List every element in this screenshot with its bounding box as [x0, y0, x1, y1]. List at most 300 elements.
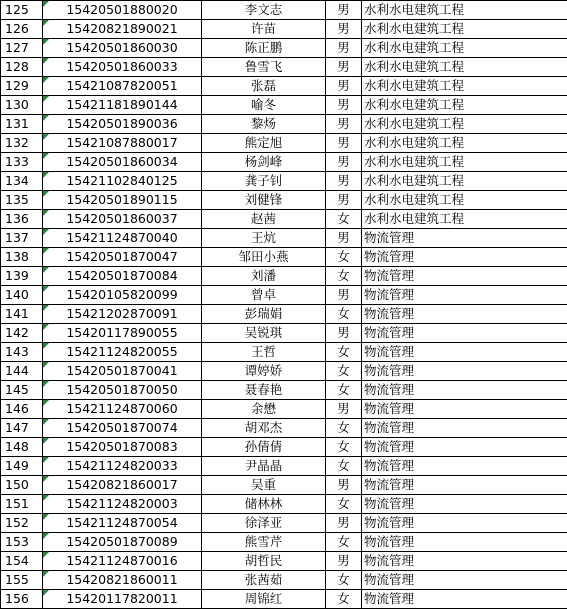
- student-name-text: 刘健锋: [244, 192, 283, 207]
- student-id-text: 15421181890144: [66, 97, 178, 112]
- gender-cell[interactable]: [326, 400, 362, 419]
- student-name-text: 李文志: [244, 2, 283, 17]
- table-row: [1, 343, 567, 362]
- student-name-cell[interactable]: [202, 39, 326, 58]
- student-id-cell[interactable]: [43, 229, 202, 248]
- major-text: 水利水电建筑工程: [364, 135, 465, 150]
- major-cell[interactable]: [362, 419, 567, 438]
- table-row: [1, 324, 567, 343]
- major-cell[interactable]: [362, 20, 567, 39]
- row-number-cell[interactable]: [1, 343, 43, 362]
- major-text: 水利水电建筑工程: [364, 97, 465, 112]
- row-number-text: 143: [5, 344, 29, 359]
- gender-cell[interactable]: [326, 590, 362, 609]
- gender-text: 男: [337, 230, 350, 245]
- gender-cell[interactable]: [326, 77, 362, 96]
- gender-text: 男: [337, 477, 350, 492]
- major-cell[interactable]: [362, 248, 567, 267]
- text-number-marker-icon: [43, 286, 49, 292]
- student-name-cell[interactable]: [202, 362, 326, 381]
- major-cell[interactable]: [362, 191, 567, 210]
- row-number-cell[interactable]: [1, 1, 43, 20]
- student-id-text: 15421124820033: [66, 458, 178, 473]
- student-id-cell[interactable]: [43, 248, 202, 267]
- row-number-text: 155: [5, 572, 29, 587]
- major-cell[interactable]: [362, 571, 567, 590]
- student-id-cell[interactable]: [43, 153, 202, 172]
- gender-cell[interactable]: [326, 552, 362, 571]
- student-id-cell[interactable]: [43, 1, 202, 20]
- row-number-cell[interactable]: [1, 552, 43, 571]
- gender-cell[interactable]: [326, 229, 362, 248]
- text-number-marker-icon: [43, 1, 49, 7]
- student-name-cell[interactable]: [202, 20, 326, 39]
- student-name-cell[interactable]: [202, 134, 326, 153]
- student-name-cell[interactable]: [202, 457, 326, 476]
- row-number-text: 139: [5, 268, 29, 283]
- row-number-cell[interactable]: [1, 115, 43, 134]
- student-name-text: 许苗: [250, 21, 276, 36]
- table-row: [1, 400, 567, 419]
- major-cell[interactable]: [362, 305, 567, 324]
- major-text: 水利水电建筑工程: [364, 21, 465, 36]
- table-row: [1, 419, 567, 438]
- gender-cell[interactable]: [326, 324, 362, 343]
- student-name-cell[interactable]: [202, 77, 326, 96]
- student-name-cell[interactable]: [202, 229, 326, 248]
- student-name-cell[interactable]: [202, 286, 326, 305]
- major-cell[interactable]: [362, 172, 567, 191]
- gender-cell[interactable]: [326, 96, 362, 115]
- gender-text: 女: [337, 534, 350, 549]
- table-row: [1, 191, 567, 210]
- student-name-text: 龚子钊: [244, 173, 283, 188]
- major-cell[interactable]: [362, 495, 567, 514]
- gender-cell[interactable]: [326, 286, 362, 305]
- row-number-cell[interactable]: [1, 267, 43, 286]
- major-cell[interactable]: [362, 115, 567, 134]
- table-row: [1, 172, 567, 191]
- row-number-cell[interactable]: [1, 58, 43, 77]
- student-id-text: 15420501870041: [66, 363, 178, 378]
- gender-cell[interactable]: [326, 476, 362, 495]
- student-id-cell[interactable]: [43, 343, 202, 362]
- student-name-text: 孙倩倩: [244, 439, 283, 454]
- gender-cell[interactable]: [326, 267, 362, 286]
- row-number-cell[interactable]: [1, 39, 43, 58]
- major-cell[interactable]: [362, 134, 567, 153]
- major-cell[interactable]: [362, 39, 567, 58]
- text-number-marker-icon: [43, 571, 49, 577]
- table-row: [1, 39, 567, 58]
- major-cell[interactable]: [362, 210, 567, 229]
- gender-cell[interactable]: [326, 362, 362, 381]
- table-row: [1, 305, 567, 324]
- major-text: 物流管理: [364, 382, 415, 397]
- student-name-cell[interactable]: [202, 305, 326, 324]
- row-number-text: 151: [5, 496, 29, 511]
- student-id-cell[interactable]: [43, 210, 202, 229]
- row-number-text: 132: [5, 135, 29, 150]
- row-number-text: 146: [5, 401, 29, 416]
- row-number-text: 145: [5, 382, 29, 397]
- row-number-text: 137: [5, 230, 29, 245]
- student-id-cell[interactable]: [43, 286, 202, 305]
- student-id-cell[interactable]: [43, 20, 202, 39]
- student-id-text: 15420501870050: [66, 382, 178, 397]
- student-name-cell[interactable]: [202, 438, 326, 457]
- student-id-cell[interactable]: [43, 134, 202, 153]
- gender-cell[interactable]: [326, 571, 362, 590]
- row-number-cell[interactable]: [1, 172, 43, 191]
- gender-text: 男: [337, 2, 350, 17]
- student-name-text: 吴重: [250, 477, 276, 492]
- student-name-cell[interactable]: [202, 324, 326, 343]
- row-number-cell[interactable]: [1, 438, 43, 457]
- major-text: 水利水电建筑工程: [364, 192, 465, 207]
- gender-text: 男: [337, 21, 350, 36]
- text-number-marker-icon: [43, 191, 49, 197]
- major-text: 水利水电建筑工程: [364, 2, 465, 17]
- major-cell[interactable]: [362, 381, 567, 400]
- student-id-text: 15420821890021: [66, 21, 178, 36]
- major-text: 水利水电建筑工程: [364, 211, 465, 226]
- student-name-text: 谭婷娇: [244, 363, 283, 378]
- major-cell[interactable]: [362, 286, 567, 305]
- major-text: 物流管理: [364, 515, 415, 530]
- gender-text: 男: [337, 154, 350, 169]
- table-row: [1, 153, 567, 172]
- student-id-text: 15420117890055: [66, 325, 178, 340]
- student-name-text: 赵茜: [250, 211, 276, 226]
- gender-cell[interactable]: [326, 172, 362, 191]
- gender-text: 男: [337, 553, 350, 568]
- text-number-marker-icon: [43, 96, 49, 102]
- gender-cell[interactable]: [326, 191, 362, 210]
- gender-text: 男: [337, 97, 350, 112]
- gender-cell[interactable]: [326, 495, 362, 514]
- gender-text: 女: [337, 344, 350, 359]
- row-number-text: 134: [5, 173, 29, 188]
- row-number-cell[interactable]: [1, 571, 43, 590]
- gender-text: 男: [337, 116, 350, 131]
- row-number-cell[interactable]: [1, 457, 43, 476]
- gender-text: 男: [337, 401, 350, 416]
- major-text: 物流管理: [364, 591, 415, 606]
- student-name-cell[interactable]: [202, 533, 326, 552]
- row-number-text: 128: [5, 59, 29, 74]
- gender-cell[interactable]: [326, 438, 362, 457]
- gender-text: 女: [337, 591, 350, 606]
- row-number-cell[interactable]: [1, 381, 43, 400]
- major-cell[interactable]: [362, 552, 567, 571]
- student-name-cell[interactable]: [202, 476, 326, 495]
- student-id-text: 15420501860034: [66, 154, 178, 169]
- student-name-cell[interactable]: [202, 419, 326, 438]
- text-number-marker-icon: [43, 438, 49, 444]
- student-name-cell[interactable]: [202, 172, 326, 191]
- student-name-text: 邹田小燕: [238, 249, 289, 264]
- table-row: [1, 476, 567, 495]
- student-id-text: 15421124870016: [66, 553, 178, 568]
- gender-cell[interactable]: [326, 115, 362, 134]
- student-name-text: 喻冬: [250, 97, 276, 112]
- major-cell[interactable]: [362, 153, 567, 172]
- gender-text: 男: [337, 515, 350, 530]
- table-row: [1, 590, 567, 609]
- gender-cell[interactable]: [326, 305, 362, 324]
- row-number-cell[interactable]: [1, 590, 43, 609]
- gender-cell[interactable]: [326, 20, 362, 39]
- major-text: 物流管理: [364, 306, 415, 321]
- student-name-text: 刘潘: [250, 268, 276, 283]
- row-number-cell[interactable]: [1, 134, 43, 153]
- major-cell[interactable]: [362, 362, 567, 381]
- table-row: [1, 77, 567, 96]
- row-number-cell[interactable]: [1, 324, 43, 343]
- row-number-cell[interactable]: [1, 533, 43, 552]
- gender-cell[interactable]: [326, 1, 362, 20]
- major-cell[interactable]: [362, 400, 567, 419]
- student-name-cell[interactable]: [202, 115, 326, 134]
- row-number-cell[interactable]: [1, 495, 43, 514]
- student-id-text: 15420105820099: [66, 287, 178, 302]
- gender-cell[interactable]: [326, 39, 362, 58]
- row-number-cell[interactable]: [1, 191, 43, 210]
- major-text: 物流管理: [364, 363, 415, 378]
- row-number-cell[interactable]: [1, 20, 43, 39]
- student-name-text: 余懋: [250, 401, 276, 416]
- gender-text: 男: [337, 325, 350, 340]
- gender-cell[interactable]: [326, 457, 362, 476]
- student-name-cell[interactable]: [202, 267, 326, 286]
- row-number-text: 133: [5, 154, 29, 169]
- student-name-text: 徐泽亚: [244, 515, 283, 530]
- major-text: 物流管理: [364, 553, 415, 568]
- gender-cell[interactable]: [326, 58, 362, 77]
- student-id-cell[interactable]: [43, 381, 202, 400]
- student-name-cell[interactable]: [202, 381, 326, 400]
- row-number-cell[interactable]: [1, 229, 43, 248]
- row-number-cell[interactable]: [1, 476, 43, 495]
- gender-text: 女: [337, 211, 350, 226]
- student-id-cell[interactable]: [43, 495, 202, 514]
- student-id-text: 15420501870047: [66, 249, 178, 264]
- student-name-text: 胡哲民: [244, 553, 283, 568]
- gender-cell[interactable]: [326, 419, 362, 438]
- student-name-cell[interactable]: [202, 400, 326, 419]
- major-cell[interactable]: [362, 1, 567, 20]
- student-id-cell[interactable]: [43, 400, 202, 419]
- student-id-cell[interactable]: [43, 305, 202, 324]
- student-name-text: 杨剑峰: [244, 154, 283, 169]
- row-number-text: 138: [5, 249, 29, 264]
- text-number-marker-icon: [43, 590, 49, 596]
- student-id-cell[interactable]: [43, 324, 202, 343]
- row-number-cell[interactable]: [1, 210, 43, 229]
- row-number-cell[interactable]: [1, 77, 43, 96]
- gender-text: 女: [337, 572, 350, 587]
- major-text: 水利水电建筑工程: [364, 154, 465, 169]
- student-id-cell[interactable]: [43, 457, 202, 476]
- student-id-cell[interactable]: [43, 77, 202, 96]
- major-cell[interactable]: [362, 590, 567, 609]
- major-text: 水利水电建筑工程: [364, 116, 465, 131]
- gender-text: 女: [337, 496, 350, 511]
- table-row: [1, 552, 567, 571]
- major-text: 物流管理: [364, 268, 415, 283]
- gender-text: 男: [337, 78, 350, 93]
- gender-cell[interactable]: [326, 153, 362, 172]
- row-number-cell[interactable]: [1, 514, 43, 533]
- text-number-marker-icon: [43, 324, 49, 330]
- student-name-cell[interactable]: [202, 343, 326, 362]
- major-text: 水利水电建筑工程: [364, 59, 465, 74]
- student-name-cell[interactable]: [202, 248, 326, 267]
- text-number-marker-icon: [43, 400, 49, 406]
- table-row: [1, 438, 567, 457]
- gender-text: 女: [337, 268, 350, 283]
- gender-text: 男: [337, 135, 350, 150]
- row-number-cell[interactable]: [1, 305, 43, 324]
- major-cell[interactable]: [362, 77, 567, 96]
- student-id-text: 15421124870060: [66, 401, 178, 416]
- row-number-cell[interactable]: [1, 96, 43, 115]
- text-number-marker-icon: [43, 362, 49, 368]
- student-id-cell[interactable]: [43, 191, 202, 210]
- student-name-cell[interactable]: [202, 552, 326, 571]
- row-number-cell[interactable]: [1, 362, 43, 381]
- row-number-text: 152: [5, 515, 29, 530]
- row-number-cell[interactable]: [1, 248, 43, 267]
- gender-cell[interactable]: [326, 210, 362, 229]
- student-name-cell[interactable]: [202, 571, 326, 590]
- major-text: 物流管理: [364, 249, 415, 264]
- major-text: 水利水电建筑工程: [364, 40, 465, 55]
- student-name-cell[interactable]: [202, 96, 326, 115]
- major-cell[interactable]: [362, 457, 567, 476]
- text-number-marker-icon: [43, 172, 49, 178]
- student-name-text: 张茜茹: [244, 572, 283, 587]
- student-id-cell[interactable]: [43, 514, 202, 533]
- major-cell[interactable]: [362, 438, 567, 457]
- student-id-text: 15420117820011: [66, 591, 178, 606]
- major-cell[interactable]: [362, 58, 567, 77]
- student-name-cell[interactable]: [202, 1, 326, 20]
- gender-cell[interactable]: [326, 134, 362, 153]
- gender-cell[interactable]: [326, 343, 362, 362]
- student-id-cell[interactable]: [43, 362, 202, 381]
- major-text: 物流管理: [364, 496, 415, 511]
- student-name-cell[interactable]: [202, 58, 326, 77]
- student-id-text: 15421124870040: [66, 230, 178, 245]
- student-id-text: 15420501860037: [66, 211, 178, 226]
- gender-cell[interactable]: [326, 514, 362, 533]
- student-name-cell[interactable]: [202, 191, 326, 210]
- row-number-cell[interactable]: [1, 419, 43, 438]
- text-number-marker-icon: [43, 229, 49, 235]
- row-number-text: 150: [5, 477, 29, 492]
- gender-text: 男: [337, 40, 350, 55]
- row-number-cell[interactable]: [1, 286, 43, 305]
- row-number-text: 136: [5, 211, 29, 226]
- major-cell[interactable]: [362, 324, 567, 343]
- student-name-text: 彭瑞娟: [244, 306, 283, 321]
- student-id-text: 15420501870083: [66, 439, 178, 454]
- student-id-cell[interactable]: [43, 96, 202, 115]
- student-id-cell[interactable]: [43, 172, 202, 191]
- major-cell[interactable]: [362, 343, 567, 362]
- text-number-marker-icon: [43, 552, 49, 558]
- student-name-cell[interactable]: [202, 514, 326, 533]
- student-id-cell[interactable]: [43, 552, 202, 571]
- table-row: [1, 210, 567, 229]
- student-id-cell[interactable]: [43, 419, 202, 438]
- row-number-cell[interactable]: [1, 400, 43, 419]
- row-number-text: 131: [5, 116, 29, 131]
- text-number-marker-icon: [43, 115, 49, 121]
- student-id-cell[interactable]: [43, 590, 202, 609]
- table-row: [1, 457, 567, 476]
- student-name-cell[interactable]: [202, 590, 326, 609]
- student-id-cell[interactable]: [43, 267, 202, 286]
- major-text: 物流管理: [364, 458, 415, 473]
- major-cell[interactable]: [362, 476, 567, 495]
- gender-cell[interactable]: [326, 381, 362, 400]
- student-name-text: 张磊: [250, 78, 276, 93]
- major-cell[interactable]: [362, 514, 567, 533]
- gender-text: 女: [337, 439, 350, 454]
- student-name-text: 聂春艳: [244, 382, 283, 397]
- major-cell[interactable]: [362, 533, 567, 552]
- student-id-cell[interactable]: [43, 571, 202, 590]
- gender-text: 女: [337, 382, 350, 397]
- text-number-marker-icon: [43, 533, 49, 539]
- student-id-cell[interactable]: [43, 533, 202, 552]
- student-id-cell[interactable]: [43, 39, 202, 58]
- row-number-cell[interactable]: [1, 153, 43, 172]
- student-id-text: 15420501870084: [66, 268, 178, 283]
- student-name-text: 黎炀: [250, 116, 276, 131]
- major-cell[interactable]: [362, 229, 567, 248]
- table-row: [1, 229, 567, 248]
- student-id-cell[interactable]: [43, 115, 202, 134]
- major-cell[interactable]: [362, 267, 567, 286]
- student-id-cell[interactable]: [43, 476, 202, 495]
- gender-text: 女: [337, 420, 350, 435]
- student-name-text: 周锦红: [244, 591, 283, 606]
- row-number-text: 140: [5, 287, 29, 302]
- table-row: [1, 362, 567, 381]
- student-name-cell[interactable]: [202, 495, 326, 514]
- row-number-text: 130: [5, 97, 29, 112]
- gender-cell[interactable]: [326, 533, 362, 552]
- student-name-cell[interactable]: [202, 210, 326, 229]
- major-text: 物流管理: [364, 477, 415, 492]
- student-name-cell[interactable]: [202, 153, 326, 172]
- gender-cell[interactable]: [326, 248, 362, 267]
- row-number-text: 156: [5, 591, 29, 606]
- student-id-text: 15420501880020: [66, 2, 178, 17]
- text-number-marker-icon: [43, 153, 49, 159]
- student-id-cell[interactable]: [43, 58, 202, 77]
- table-row: [1, 134, 567, 153]
- text-number-marker-icon: [43, 514, 49, 520]
- row-number-text: 126: [5, 21, 29, 36]
- text-number-marker-icon: [43, 381, 49, 387]
- major-cell[interactable]: [362, 96, 567, 115]
- student-id-cell[interactable]: [43, 438, 202, 457]
